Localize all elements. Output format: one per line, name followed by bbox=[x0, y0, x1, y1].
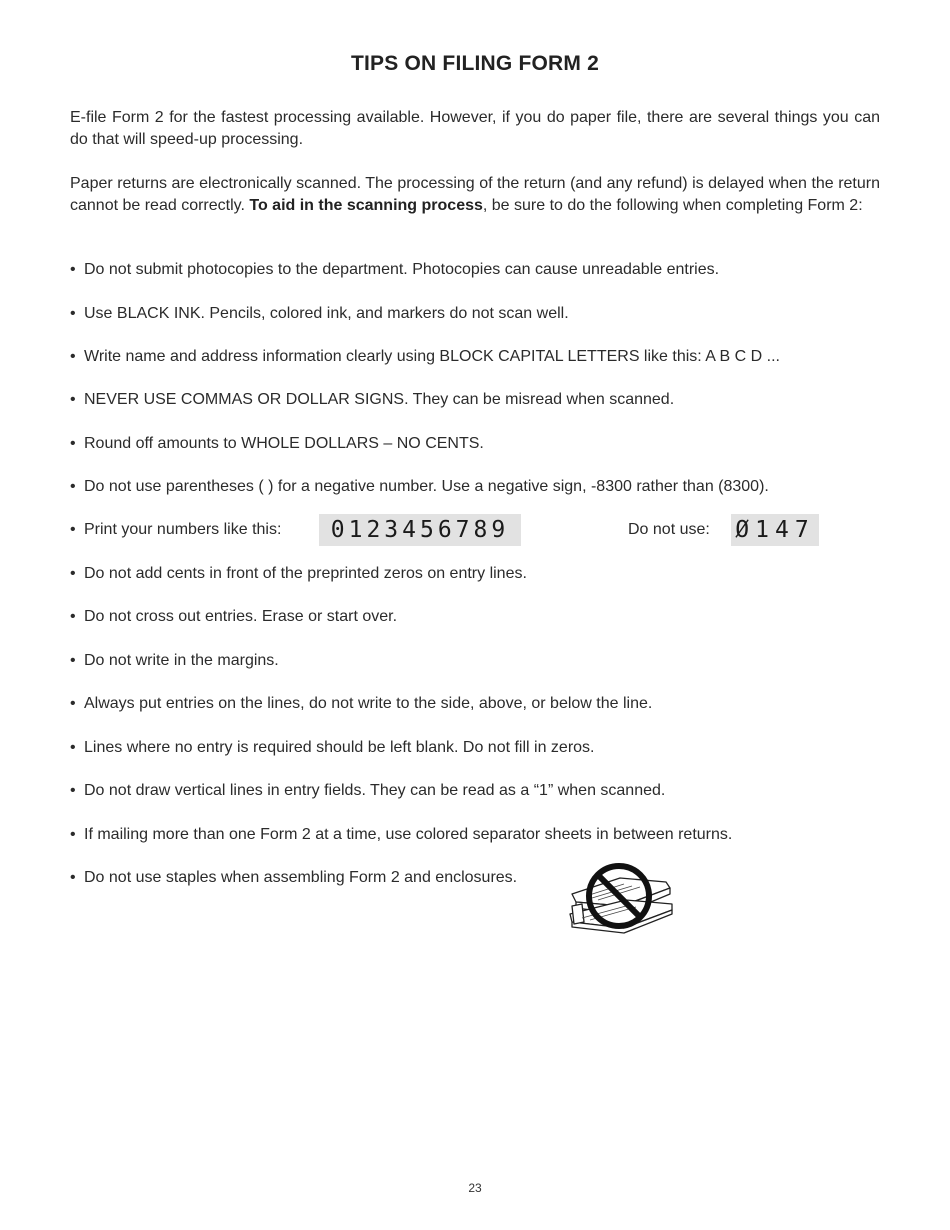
bullet-text: If mailing more than one Form 2 at a time, use colored separator sheets in between returns. bbox=[84, 826, 733, 843]
scanning-bold-text: To aid in the scanning process bbox=[249, 197, 483, 214]
bullet-item: • NEVER USE COMMAS OR DOLLAR SIGNS. They can be misread when scanned. bbox=[70, 391, 675, 408]
bullet-item: • Round off amounts to WHOLE DOLLARS – NO CENTS. bbox=[70, 435, 484, 452]
bullet-text: Lines where no entry is required should be left blank. Do not fill in zeros. bbox=[84, 739, 595, 756]
bullet-item: • Lines where no entry is required should be left blank. Do not fill in zeros. bbox=[70, 739, 595, 756]
scanning-text-after: , be sure to do the following when completing Form 2: bbox=[482, 197, 863, 214]
bullet-text: Always put entries on the lines, do not write to the side, above, or below the line. bbox=[84, 695, 653, 712]
bullet-text: Use BLACK INK. Pencils, colored ink, and markers do not scan well. bbox=[84, 305, 569, 322]
bullet-text: Do not draw vertical lines in entry fields. They can be read as a “1” when scanned. bbox=[84, 782, 666, 799]
bullet-text: Round off amounts to WHOLE DOLLARS – NO CENTS. bbox=[84, 435, 484, 452]
bullet-item: • Write name and address information clearly using BLOCK CAPITAL LETTERS like this: A B C D ... bbox=[70, 348, 780, 365]
bullet-item: • Always put entries on the lines, do not write to the side, above, or below the line. bbox=[70, 695, 653, 712]
bullet-text: Do not cross out entries. Erase or start over. bbox=[84, 608, 398, 625]
bullet-item: • Use BLACK INK. Pencils, colored ink, and markers do not scan well. bbox=[70, 305, 569, 322]
good-digits-sample: 0123456789 bbox=[319, 514, 521, 546]
bad-digits-sample: Ø147 bbox=[731, 514, 819, 546]
bullet-item: • Do not submit photocopies to the department. Photocopies can cause unreadable entries. bbox=[70, 261, 720, 278]
intro-paragraph: E-file Form 2 for the fastest processing available. However, if you do paper file, there are several things you can do that will speed-up processing. bbox=[70, 109, 880, 148]
bullet-item: • Do not use staples when assembling Form 2 and enclosures. bbox=[70, 869, 518, 886]
bullet-text: Print your numbers like this: bbox=[84, 521, 282, 538]
page-number: 23 bbox=[468, 1181, 482, 1195]
bullet-item: • Do not add cents in front of the preprinted zeros on entry lines. bbox=[70, 565, 527, 582]
bullet-item: • Print your numbers like this: bbox=[70, 521, 282, 538]
page-title: TIPS ON FILING FORM 2 bbox=[350, 52, 600, 75]
bullet-item: • Do not draw vertical lines in entry fields. They can be read as a “1” when scanned. bbox=[70, 782, 666, 799]
bullet-text: Do not add cents in front of the preprinted zeros on entry lines. bbox=[84, 565, 527, 582]
bullet-text: NEVER USE COMMAS OR DOLLAR SIGNS. They can be misread when scanned. bbox=[84, 391, 675, 408]
bullet-item: • Do not write in the margins. bbox=[70, 652, 279, 669]
no-stapler-icon bbox=[562, 856, 674, 938]
bullet-text: Do not use parentheses ( ) for a negative number. Use a negative sign, -8300 rather than (8300). bbox=[84, 478, 769, 495]
bullet-text: Write name and address information clearly using BLOCK CAPITAL LETTERS like this: A B C D ... bbox=[84, 348, 780, 365]
do-not-use-label: Do not use: bbox=[628, 521, 710, 538]
scanning-paragraph bbox=[70, 173, 880, 217]
bullet-item: • If mailing more than one Form 2 at a time, use colored separator sheets in between returns. bbox=[70, 826, 733, 843]
bullet-text: Do not submit photocopies to the department. Photocopies can cause unreadable entries. bbox=[84, 261, 720, 278]
bullet-item: • Do not use parentheses ( ) for a negative number. Use a negative sign, -8300 rather than (8300). bbox=[70, 478, 769, 495]
bullet-text: Do not use staples when assembling Form 2 and enclosures. bbox=[84, 869, 518, 886]
bullet-text: Do not write in the margins. bbox=[84, 652, 279, 669]
scanning-text-before: Paper returns are electronically scanned. The processing of the return (and any refund) is delayed when the return cannot be read correctly. bbox=[70, 175, 880, 214]
bullet-item: • Do not cross out entries. Erase or start over. bbox=[70, 608, 398, 625]
